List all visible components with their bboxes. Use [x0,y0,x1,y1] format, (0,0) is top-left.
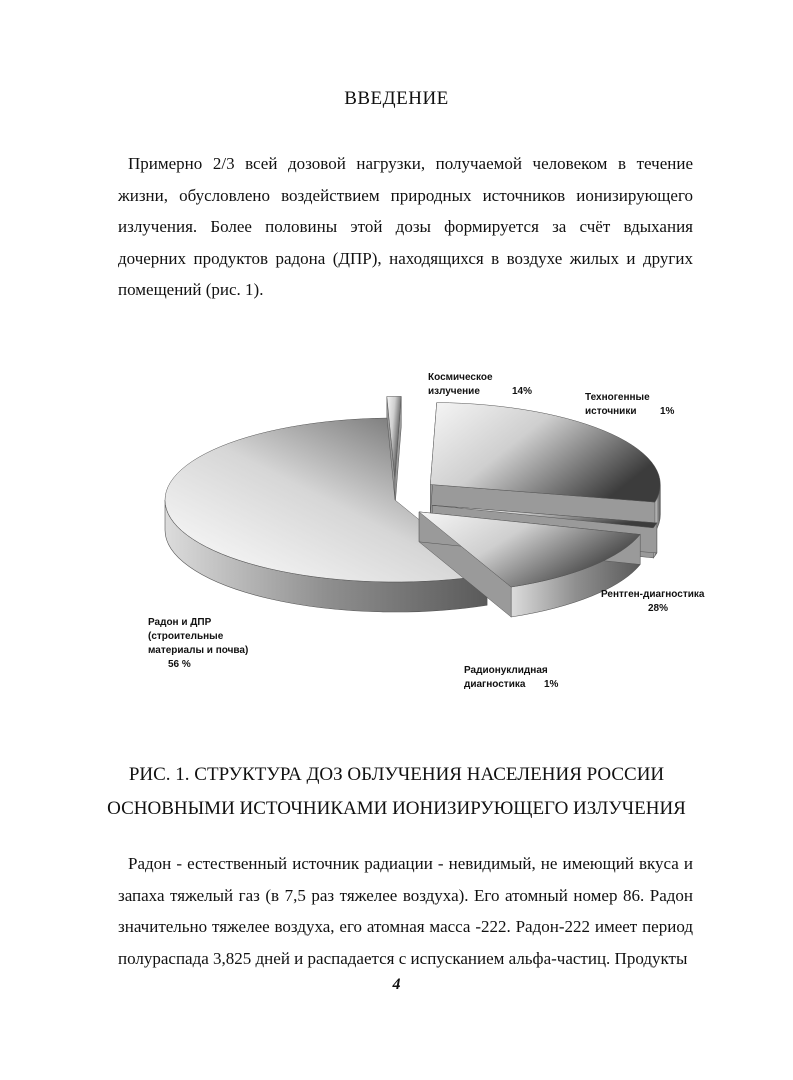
figure-caption-line-1: РИС. 1. СТРУКТУРА ДОЗ ОБЛУЧЕНИЯ НАСЕЛЕНИЯ РОССИИ [128,764,665,785]
figure-caption-line-2: ОСНОВНЫМИ ИСТОЧНИКАМИ ИОНИЗИРУЮЩЕГО ИЗЛУЧЕНИЯ [107,798,686,819]
body-paragraph [118,848,693,974]
slice-label-4-line-0: Радионуклидная [464,665,548,676]
intro-paragraph [118,148,693,306]
page-number: 4 [392,976,401,993]
slice-label-3-line-0: Рентген-диагностика [601,589,705,600]
slice-label-0-line-2: материалы и почва) [148,645,249,656]
body-paragraph-text: Радон - естественный источник радиации - невидимый, не имеющий вкуса и запаха тяжелый газ (в 7,5 раз тяжелее воздуха). Его атомный номер 86. Радон значительно тяжелее воздуха, его атомная масса -222. Радон-222 имеет период полураспада 3,825 дней и распадается с испусканием альфа-частиц. Продукты [118,854,693,968]
slice-value-0: 56 % [168,659,191,670]
intro-paragraph-text: Примерно 2/3 всей дозовой нагрузки, получаемой человеком в течение жизни, обусловлено воздействием природных источников ионизирующего излучения. Более половины этой дозы формируется за счёт вдыхания дочерних продуктов радона (ДПР), находящихся в воздухе жилых и других помещений (рис. 1). [118,154,693,299]
slice-label-0-line-0: Радон и ДПР [148,617,212,628]
slice-value-1: 14% [512,386,533,397]
slice-value-2: 1% [660,406,675,417]
slice-label-1-line-1: излучение [428,386,480,397]
slice-value-3: 28% [648,603,669,614]
slice-label-2-line-1: источники [585,406,637,417]
figure-caption [0,758,793,826]
slice-value-4: 1% [544,679,559,690]
slice-label-4-line-1: диагностика [464,679,526,690]
slice-label-1-line-0: Космическое [428,372,493,383]
slice-label-0-line-1: (строительные [148,631,224,642]
slice-label-2-line-0: Техногенные [585,392,650,403]
dose-structure-pie-chart [0,340,793,710]
page-heading: ВВЕДЕНИЕ [344,88,449,109]
